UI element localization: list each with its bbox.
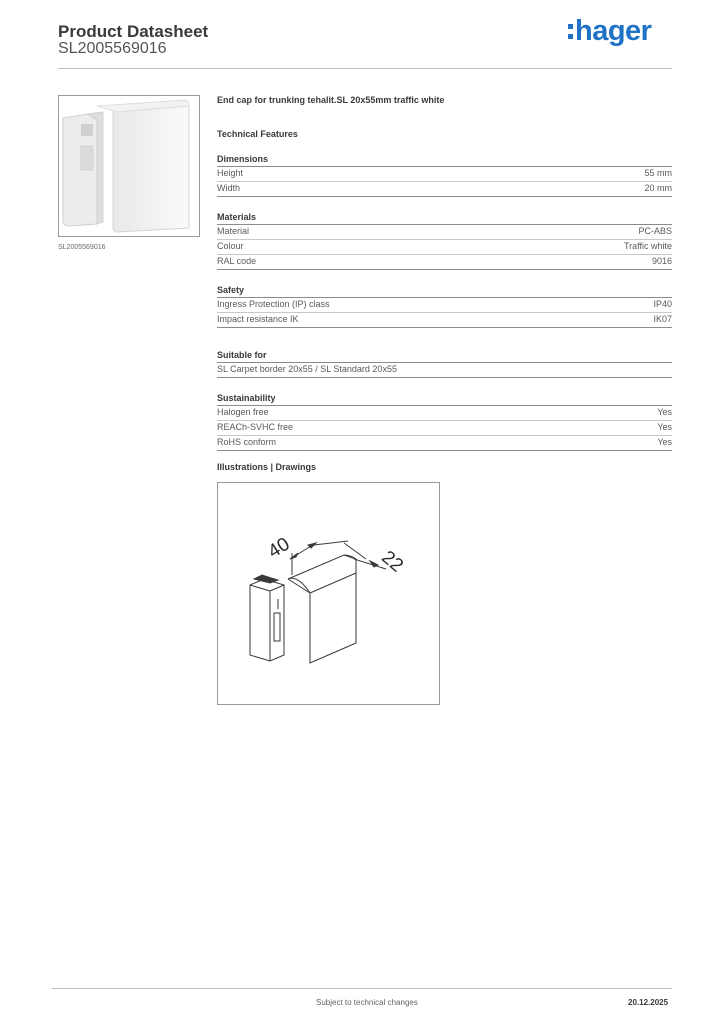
group-safety [217, 285, 672, 328]
dimension-40-label: 40 [264, 533, 294, 563]
illustrations-title: Illustrations | Drawings [217, 462, 317, 472]
end-cap-drawing-icon [218, 483, 439, 704]
row-value: 9016 [651, 256, 672, 266]
row-value: IP40 [653, 299, 672, 309]
footer-date: 20.12.2025 [628, 998, 669, 1007]
table-row [217, 406, 672, 421]
product-code: SL2005569016 [58, 40, 167, 57]
group-title: Sustainability [217, 393, 672, 406]
group-materials [217, 212, 672, 270]
group-dimensions [217, 154, 672, 197]
page-title: Product Datasheet [58, 22, 209, 41]
technical-features-title: Technical Features [217, 129, 298, 139]
dimension-22-label: 22 [377, 546, 407, 577]
row-value: Yes [657, 422, 672, 432]
table-row [217, 225, 672, 240]
technical-drawing [217, 482, 440, 705]
image-caption: SL2005569016 [58, 244, 106, 251]
row-label: Halogen free [217, 407, 269, 417]
row-label: Height [217, 168, 244, 178]
logo-text: hager [575, 14, 652, 47]
group-suitable-for [217, 350, 672, 378]
table-row [217, 363, 672, 378]
row-label: SL Carpet border 20x55 / SL Standard 20x55 [217, 364, 397, 374]
row-label: RoHS conform [217, 437, 277, 447]
row-value: Yes [657, 407, 672, 417]
row-label: RAL code [217, 256, 257, 266]
row-label: REACh-SVHC free [217, 422, 294, 432]
logo-dots-icon [568, 24, 573, 39]
row-value: 20 mm [644, 183, 672, 193]
group-title: Suitable for [217, 350, 672, 363]
row-value: Yes [657, 437, 672, 447]
row-label: Impact resistance IK [217, 314, 299, 324]
row-label: Colour [217, 241, 244, 251]
product-image [58, 95, 200, 237]
table-row [217, 167, 672, 182]
row-value: 55 mm [644, 168, 672, 178]
row-label: Ingress Protection (IP) class [217, 299, 330, 309]
product-name: End cap for trunking tehalit.SL 20x55mm traffic white [217, 95, 445, 105]
row-value: IK07 [653, 314, 672, 324]
table-row [217, 182, 672, 197]
row-label: Width [217, 183, 241, 193]
group-title: Dimensions [217, 154, 672, 167]
footer-note: Subject to technical changes [316, 998, 418, 1007]
group-sustainability [217, 393, 672, 451]
header-divider [58, 68, 672, 69]
table-row [217, 240, 672, 255]
table-row [217, 421, 672, 436]
table-row [217, 436, 672, 451]
table-row [217, 298, 672, 313]
end-cap-photo-icon [59, 96, 199, 236]
hager-logo [568, 14, 651, 48]
group-title: Safety [217, 285, 672, 298]
table-row [217, 313, 672, 328]
row-label: Material [217, 226, 250, 236]
row-value: PC-ABS [638, 226, 672, 236]
table-row [217, 255, 672, 270]
footer-divider [52, 988, 672, 989]
row-value: Traffic white [623, 241, 672, 251]
main-content [217, 95, 672, 451]
group-title: Materials [217, 212, 672, 225]
